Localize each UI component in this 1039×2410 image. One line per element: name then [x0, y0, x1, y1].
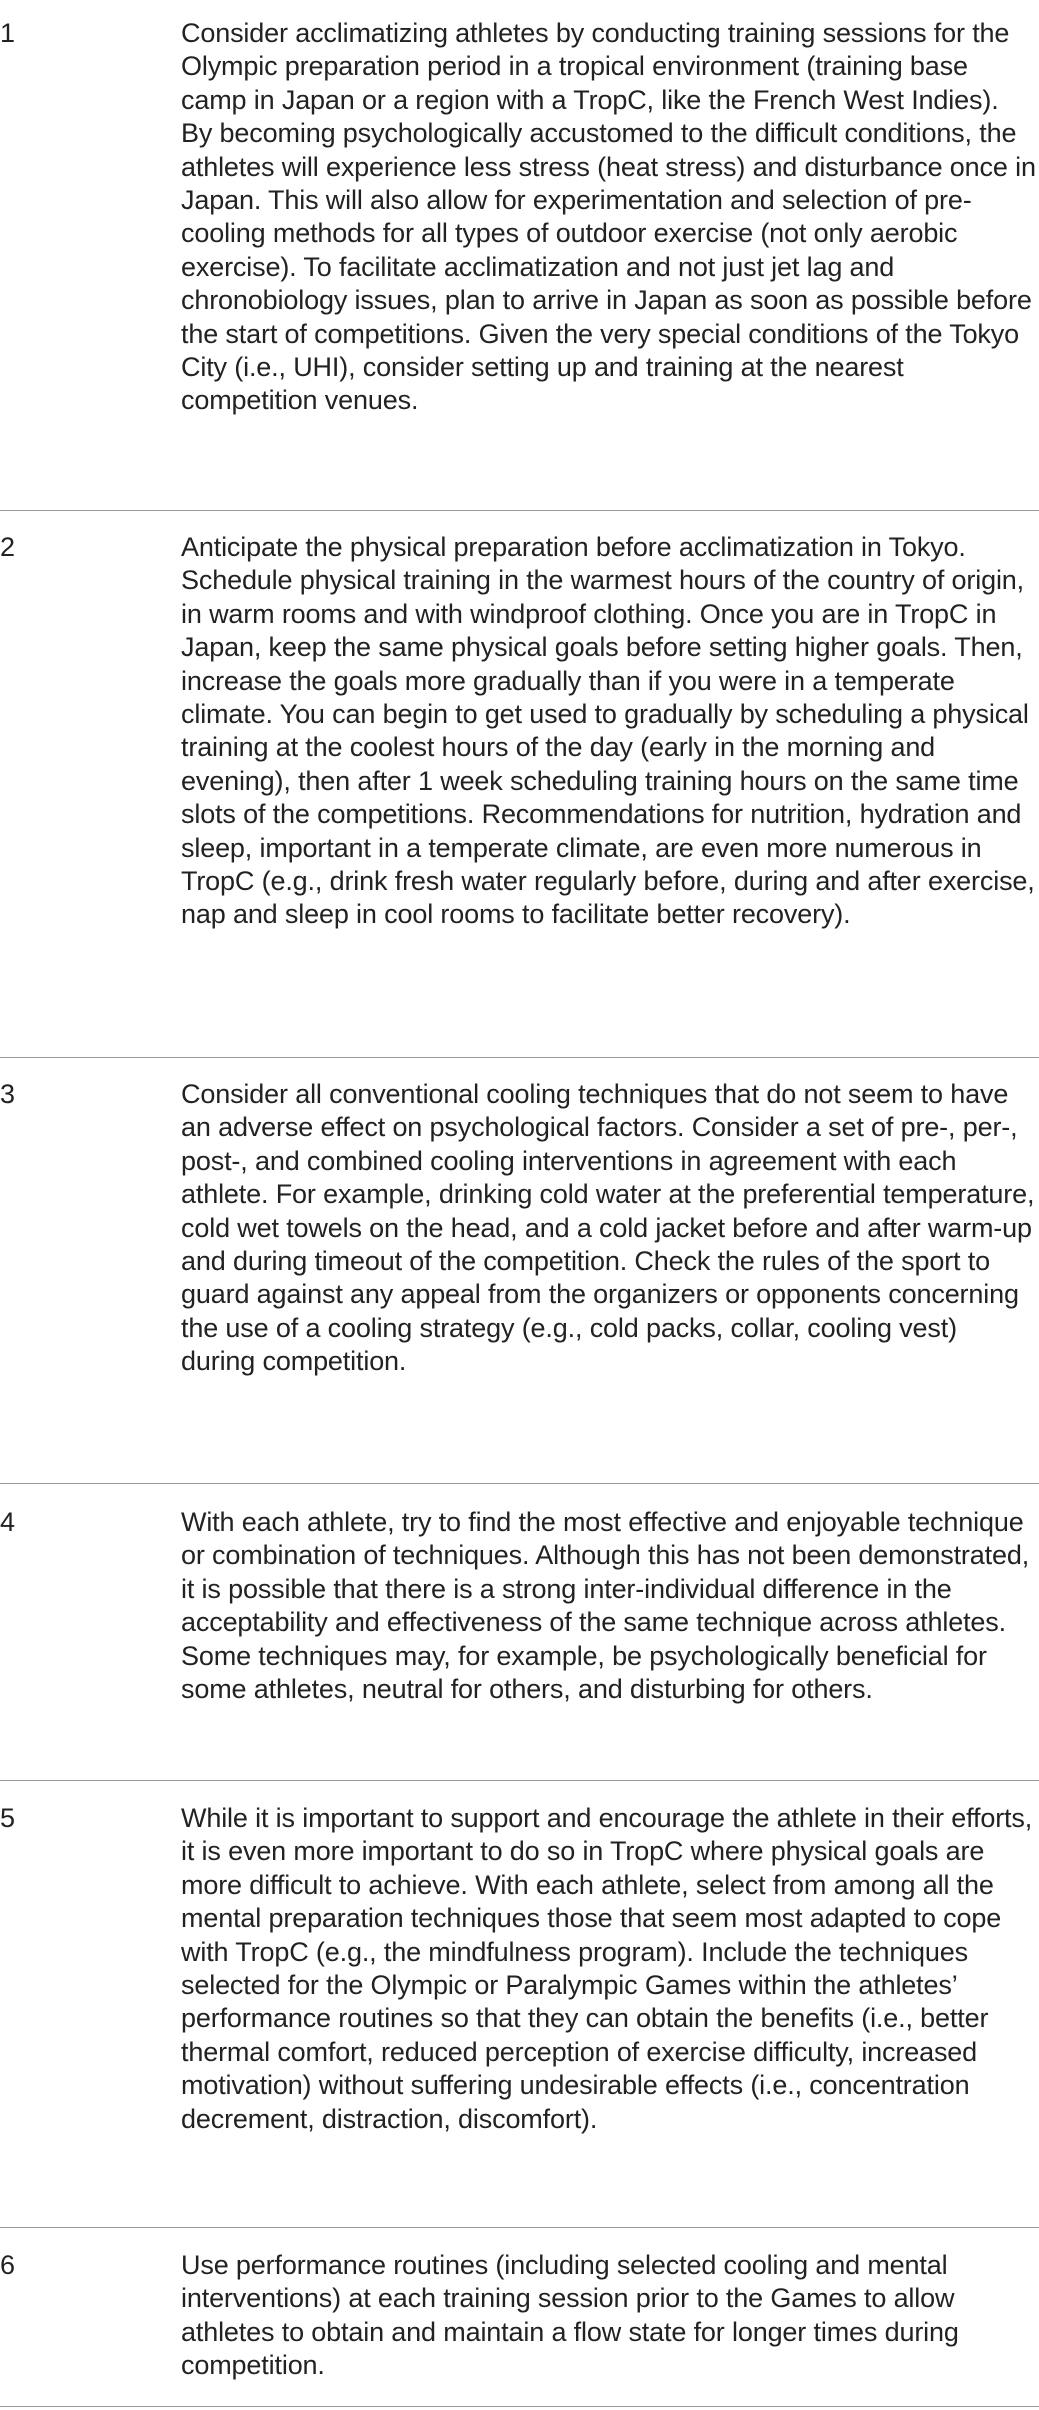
- row-divider: [0, 1483, 1039, 1484]
- row-text: While it is important to support and encourage the athlete in their efforts, it is even more important to do so in TropC where physical goals are more difficult to achieve. With each athlete, select from among all the mental preparation techniques those that seem most adapted to cope with TropC (e.g., the mindfulness program). Include the techniques selected for the Olympic or Paralympic Games within the athletes’ performance routines so that they can obtain the benefits (i.e., better thermal comfort, reduced perception of exercise difficulty, increased motivation) without suffering undesirable effects (i.e., concentration decrement, distraction, discomfort).: [181, 1803, 1033, 2134]
- row-number: 2: [0, 532, 16, 562]
- row-text: With each athlete, try to find the most effective and enjoyable technique or combination of techniques. Although this has not been demonstrated, it is possible that there is a strong inter-individual difference in the acceptability and effectiveness of the same technique across athletes. Some techniques may, for example, be psychologically beneficial for some athletes, neutral for others, and disturbing for others.: [181, 1507, 1030, 1705]
- row-number: 3: [0, 1079, 16, 1109]
- row-text: Consider all conventional cooling techniques that do not seem to have an adverse effect on psychological factors. Consider a set of pre-, per-, post-, and combined cooling interventions in agreement with each athlete. For example, drinking cold water at the preferential temperature, cold wet towels on the head, and a cold jacket before and after warm-up and during timeout of the competition. Check the rules of the sport to guard against any appeal from the organizers or opponents concerning the use of a cooling strategy (e.g., cold packs, collar, cooling vest) during competition.: [181, 1079, 1035, 1377]
- row-text: Consider acclimatizing athletes by conducting training sessions for the Olympic preparation period in a tropical environment (training base camp in Japan or a region with a TropC, like the French West Indies). By becoming psychologically accustomed to the difficult conditions, the athletes will experience less stress (heat stress) and disturbance once in Japan. This will also allow for experimentation and selection of pre-cooling methods for all types of outdoor exercise (not only aerobic exercise). To facilitate acclimatization and not just jet lag and chronobiology issues, plan to arrive in Japan as soon as possible before the start of competitions. Given the very special conditions of the Tokyo City (i.e., UHI), consider setting up and training at the nearest competition venues.: [181, 18, 1036, 416]
- row-divider: [0, 1780, 1039, 1781]
- row-number: 1: [0, 18, 16, 48]
- row-number: 4: [0, 1507, 16, 1537]
- row-divider: [0, 510, 1039, 511]
- row-number: 6: [0, 2250, 16, 2280]
- row-divider: [0, 2406, 1039, 2407]
- row-text: Anticipate the physical preparation before acclimatization in Tokyo. Schedule physical training in the warmest hours of the country of origin, in warm rooms and with windproof clothing. Once you are in TropC in Japan, keep the same physical goals before setting higher goals. Then, increase the goals more gradually than if you were in a temperate climate. You can begin to get used to gradually by scheduling a physical training at the coolest hours of the day (early in the morning and evening), then after 1 week scheduling training hours on the same time slots of the competitions. Recommendations for nutrition, hydration and sleep, important in a temperate climate, are even more numerous in TropC (e.g., drink fresh water regularly before, during and after exercise, nap and sleep in cool rooms to facilitate better recovery).: [181, 532, 1035, 930]
- row-text: Use performance routines (including selected cooling and mental interventions) at each training session prior to the Games to allow athletes to obtain and maintain a flow state for longer times during competition.: [181, 2250, 959, 2381]
- row-number: 5: [0, 1803, 16, 1833]
- row-divider: [0, 2227, 1039, 2228]
- row-divider: [0, 1057, 1039, 1058]
